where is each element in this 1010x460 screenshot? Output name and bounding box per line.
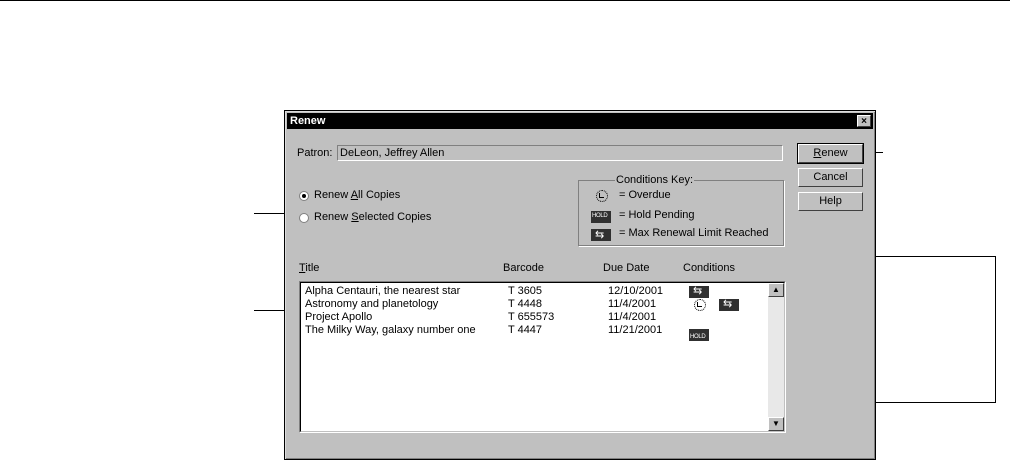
max-renewal-icon (689, 286, 709, 298)
title-bar (287, 113, 873, 129)
renew-button[interactable]: Renew (798, 144, 863, 163)
page-rule (0, 0, 1010, 1)
renew-dialog (284, 110, 876, 460)
hold-key-label: = Hold Pending (619, 209, 695, 221)
renew-selected-label[interactable]: Renew Selected Copies (314, 211, 432, 223)
cancel-button[interactable]: Cancel (798, 168, 863, 187)
table-row[interactable] (305, 285, 765, 298)
vertical-scrollbar[interactable] (768, 283, 784, 431)
row-due-date: 11/4/2001 (608, 298, 657, 310)
row-title: Astronomy and planetology (305, 298, 439, 310)
row-barcode: T 4447 (508, 324, 543, 336)
hold-pending-icon (689, 329, 709, 341)
max-renewal-icon (591, 229, 611, 241)
max-renewal-icon (719, 299, 739, 311)
row-title: The Milky Way, galaxy number one (305, 324, 476, 336)
column-header-conditions[interactable]: Conditions (683, 262, 735, 274)
overdue-icon (591, 190, 611, 202)
patron-label: Patron: (297, 147, 333, 159)
row-due-date: 12/10/2001 (608, 285, 664, 297)
row-due-date: 11/4/2001 (608, 311, 657, 323)
column-header-barcode[interactable]: Barcode (503, 262, 544, 274)
row-due-date: 11/21/2001 (608, 324, 663, 336)
hold-pending-icon (591, 211, 611, 223)
table-row[interactable] (305, 324, 765, 337)
row-barcode: T 3605 (508, 285, 543, 297)
table-row[interactable] (305, 298, 765, 311)
max-key-label: = Max Renewal Limit Reached (619, 227, 769, 239)
column-header-title[interactable]: Title (299, 262, 320, 274)
column-header-due-date[interactable]: Due Date (603, 262, 650, 274)
conditions-key-title: Conditions Key: (616, 174, 694, 186)
row-barcode: T 655573 (508, 311, 555, 323)
scroll-down-icon[interactable]: ▼ (768, 417, 784, 431)
renew-selected-radio[interactable] (299, 213, 309, 223)
dialog-title: Renew (290, 115, 326, 127)
renew-all-radio[interactable] (299, 191, 309, 201)
overdue-key-label: = Overdue (619, 189, 671, 201)
overdue-icon (689, 299, 709, 311)
items-list-inner (300, 282, 785, 432)
row-title: Project Apollo (305, 311, 373, 323)
row-barcode: T 4448 (508, 298, 543, 310)
scroll-up-icon[interactable]: ▲ (768, 283, 784, 297)
close-button[interactable]: × (857, 115, 871, 127)
row-title: Alpha Centauri, the nearest star (305, 285, 461, 297)
items-list[interactable] (299, 281, 786, 433)
table-row[interactable] (305, 311, 765, 324)
renew-all-label[interactable]: Renew All Copies (314, 189, 401, 201)
help-button[interactable]: Help (798, 192, 863, 211)
conditions-key-group (578, 174, 784, 246)
patron-field: DeLeon, Jeffrey Allen (337, 145, 783, 161)
